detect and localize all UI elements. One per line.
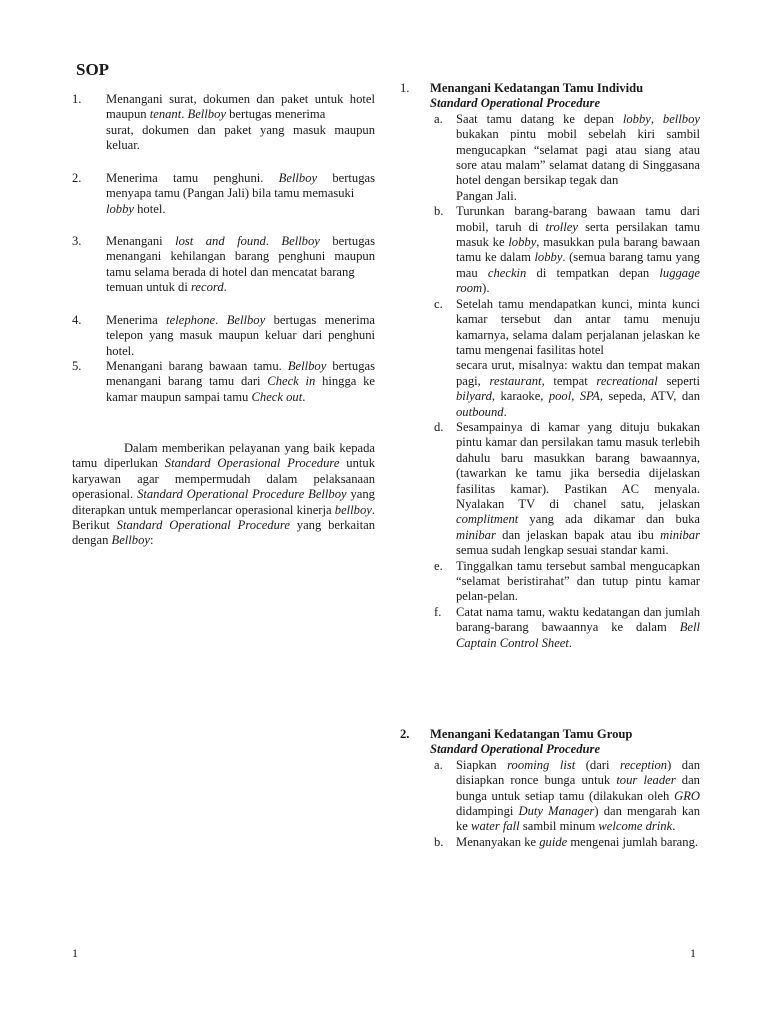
sub-list-letter: b.	[434, 834, 444, 849]
sub-list-text: Saat tamu datang ke depan lobby, bellboy bukakan pintu mobil sebelah kiri sambil mengucapkan “selamat pagi atau siang atau sore atau malam” selamat datang di Singgasana hotel dengan bersikap tegak dan Pangan Jali.	[456, 111, 700, 203]
page-number-right: 1	[690, 946, 696, 960]
sub-list-text: Tinggalkan tamu tersebut sambal mengucapkan “selamat beristirahat” dan tutup pintu kamar pelan-pelan.	[456, 558, 700, 604]
sub-list-text: Setelah tamu mendapatkan kunci, minta kunci kamar tersebut dan antar tamu menuju kamarnya, selama dalam perjalanan jelaskan ke tamu mengenai fasilitas hotel secara urut, misalnya: waktu dan tempat makan pagi, restaurant, tempat recreational seperti bilyard, karaoke, pool, SPA, sepeda, ATV, dan outbound.	[456, 296, 701, 419]
sub-list-text: Catat nama tamu, waktu kedatangan dan jumlah barang-barang bawaannya ke dalam Bell Captain Control Sheet.	[456, 604, 700, 650]
list-text: Menangani barang bawaan tamu. Bellboy bertugas menangani barang tamu dari Check in hingga ke kamar maupun sampai tamu Check out.	[106, 359, 375, 404]
sub-list-letter: e.	[434, 558, 443, 573]
sub-list-letter: f.	[434, 604, 442, 619]
list-number: 1.	[72, 92, 82, 106]
list-item	[72, 313, 375, 359]
sub-list-item	[400, 835, 700, 850]
sub-list-text: Siapkan rooming list (dari reception) dan disiapkan ronce bunga untuk tour leader dan bunga untuk setiap tamu (dilakukan oleh GRO didampingi Duty Manager) dan mengarah kan ke water fall sambil minum welcome drink.	[456, 757, 701, 834]
list-text: Menerima tamu penghuni. Bellboy bertugas menyapa tamu (Pangan Jali) bila tamu memasuki lobby hotel.	[106, 171, 375, 216]
list-item	[72, 234, 375, 296]
document-title: SOP	[76, 60, 110, 79]
sub-list-item	[400, 112, 700, 204]
section-number: 2.	[400, 727, 410, 741]
sub-list-text: Sesampainya di kamar yang dituju bukakan pintu kamar dan persilakan tamu masuk terlebih dahulu baru masukkan barang bawaannya, (tawarkan ke tamu jika bersedia dijelaskan fasilitas kamar). Pastikan AC menyala. Nyalakan TV di chanel satu, jelaskan complitment yang ada dikamar dan buka minibar dan jelaskan bapak atau ibu minibar semua sudah lengkap sesuai standar kami.	[456, 419, 700, 558]
section-heading: Menangani Kedatangan Tamu Group	[430, 727, 633, 741]
sub-list-item	[400, 420, 700, 559]
list-number: 3.	[72, 234, 82, 248]
list-number: 5.	[72, 359, 82, 373]
sub-list-letter: a.	[434, 111, 443, 126]
list-item	[72, 359, 375, 405]
sub-list-letter: c.	[434, 296, 443, 311]
section-number: 1.	[400, 81, 410, 95]
section-subheading: Standard Operational Procedure	[430, 742, 601, 757]
intro-paragraph: Dalam memberikan pelayanan yang baik kepada tamu diperlukan Standard Operasional Procedure untuk karyawan agar mempermudah dalam pelaksanaan operasional. Standard Operational Procedure Bellboy yang diterapkan untuk memperlancar operasional kinerja bellboy. Berikut Standard Operational Procedure yang berkaitan dengan Bellboy:	[72, 441, 375, 548]
sub-list-text: Turunkan barang-barang bawaan tamu dari mobil, taruh di trolley serta persilakan tamu masuk ke lobby, masukkan pula barang bawaan tamu ke dalam lobby. (semua barang tamu yang mau checkin di tempatkan depan luggage room).	[456, 204, 701, 296]
list-item	[72, 92, 375, 154]
sub-list-letter: d.	[434, 419, 444, 434]
sub-list-letter: b.	[434, 204, 444, 219]
list-text: Menangani surat, dokumen dan paket untuk hotel maupun tenant. Bellboy bertugas menerima surat, dokumen dan paket yang masuk maupun keluar.	[106, 92, 375, 153]
list-number: 2.	[72, 171, 82, 185]
list-item	[72, 171, 375, 217]
page-number-left: 1	[72, 946, 78, 960]
sub-list-item	[400, 204, 700, 296]
list-number: 4.	[72, 313, 82, 327]
section-heading: Menangani Kedatangan Tamu Individu	[430, 81, 644, 95]
sub-list-letter: a.	[434, 757, 443, 772]
section-2	[400, 727, 700, 850]
sub-list-item	[400, 297, 700, 420]
list-text: Menerima telephone. Bellboy bertugas menerima telepon yang masuk maupun keluar dari penghuni hotel.	[106, 313, 376, 358]
list-text: Menangani lost and found. Bellboy bertugas menangani kehilangan barang penghuni maupun tamu selama berada di hotel dan mencatat barang temuan untuk di record.	[106, 234, 375, 295]
section-subheading: Standard Operational Procedure	[430, 96, 601, 111]
sub-list-text: Menanyakan ke guide mengenai jumlah barang.	[456, 834, 699, 849]
sub-list-item	[400, 758, 700, 835]
sub-list-item	[400, 605, 700, 651]
section-1	[400, 81, 700, 651]
sub-list-item	[400, 559, 700, 605]
